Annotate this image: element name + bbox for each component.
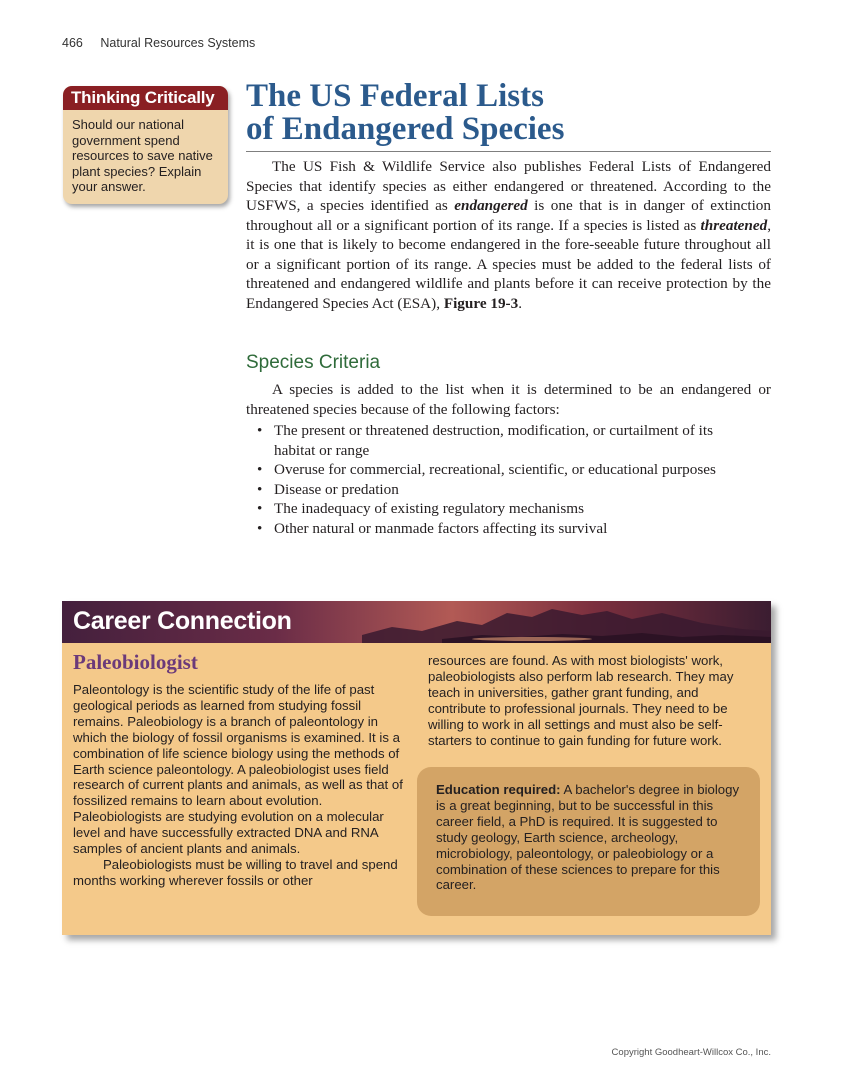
term-endangered: endangered <box>454 197 528 214</box>
career-left-p2: Paleobiologists must be willing to travel and spend months working wherever fossils or other <box>73 856 398 888</box>
intro-text-d: . <box>518 294 522 312</box>
section-heading: Species Criteria <box>246 352 381 373</box>
career-connection-box <box>62 601 771 935</box>
criteria-intro <box>246 380 771 419</box>
career-title: Paleobiologist <box>73 650 198 674</box>
education-label: Education required: <box>436 782 561 797</box>
term-threatened: threatened <box>700 216 768 234</box>
page-number: 466 <box>62 36 83 50</box>
list-item: • Disease or predation <box>257 480 757 500</box>
education-required-box <box>417 767 760 916</box>
page-title <box>246 80 771 152</box>
thinking-critically-title: Thinking Critically <box>63 86 228 110</box>
career-banner-title: Career Connection <box>73 607 292 635</box>
list-item: • Other natural or manmade factors affecting its survival <box>257 519 757 539</box>
running-head <box>62 36 255 50</box>
copyright: Copyright Goodheart-Willcox Co., Inc. <box>611 1047 771 1058</box>
career-banner <box>62 601 771 643</box>
career-left-column <box>73 682 403 889</box>
title-line-1: The US Federal Lists <box>246 78 544 114</box>
figure-reference[interactable]: Figure 19-3 <box>443 294 519 312</box>
criteria-list <box>257 421 757 538</box>
intro-text-b: is one that is in danger of extinction throughout all or a significant portion of its range. If a species is listed as <box>246 197 771 234</box>
education-text: A bachelor's degree in biology is a great beginning, but to be successful in this career field, a PhD is required. It is suggested to study geology, Earth science, archeology, microbiology, paleontology, or paleobiology or a combination of these sciences to prepare for this career. <box>436 782 740 893</box>
intro-paragraph <box>246 157 771 313</box>
intro-text-a: The US Fish & Wildlife Service also publishes Federal Lists of Endangered Species that identify species as either endangered or threatened. According to the USFWS, a species identified as <box>246 158 771 214</box>
list-item: • The present or threatened destruction, modification, or curtailment of its habitat or range <box>257 421 757 460</box>
criteria-intro-text: A species is added to the list when it is determined to be an endangered or threatened species because of the following factors: <box>246 381 771 418</box>
section-name: Natural Resources Systems <box>100 36 256 50</box>
list-item: • The inadequacy of existing regulatory mechanisms <box>257 499 757 519</box>
thinking-critically-text: Should our national government spend resources to save native plant species? Explain your answer. <box>72 117 213 194</box>
thinking-critically-box <box>63 86 228 204</box>
career-right-column: resources are found. As with most biologists' work, paleobiologists also perform lab research. They may teach in universities, gather grant funding, and contribute to professional journals. They need to be willing to work in all settings and must also be self-starters to continue to gain funding for future work. <box>428 653 734 748</box>
career-left-p1: Paleontology is the scientific study of the life of past geological periods as learned from studying fossil remains. Paleobiology is a branch of paleontology in which the biology of fossil organisms is examined. It is a combination of life science biology using the methods of Earth science paleontology. A paleobiologist uses field research of current plants and animals, as well as that of fossilized remains to learn about evolution. Paleobiologists are studying evolution on a molecular level and have successfully extracted DNA and RNA samples of ancient plants and animals. <box>73 682 403 857</box>
intro-text-c: , it is one that is likely to become endangered in the fore-seeable future throughout all or a significant portion of its range. A species must be added to the federal lists of threatened and endangered wildlife and plants before it can receive protection by the Endangered Species Act (ESA), <box>246 216 771 312</box>
list-item: • Overuse for commercial, recreational, scientific, or educational purposes <box>257 460 757 480</box>
title-line-2: of Endangered Species <box>246 111 565 147</box>
